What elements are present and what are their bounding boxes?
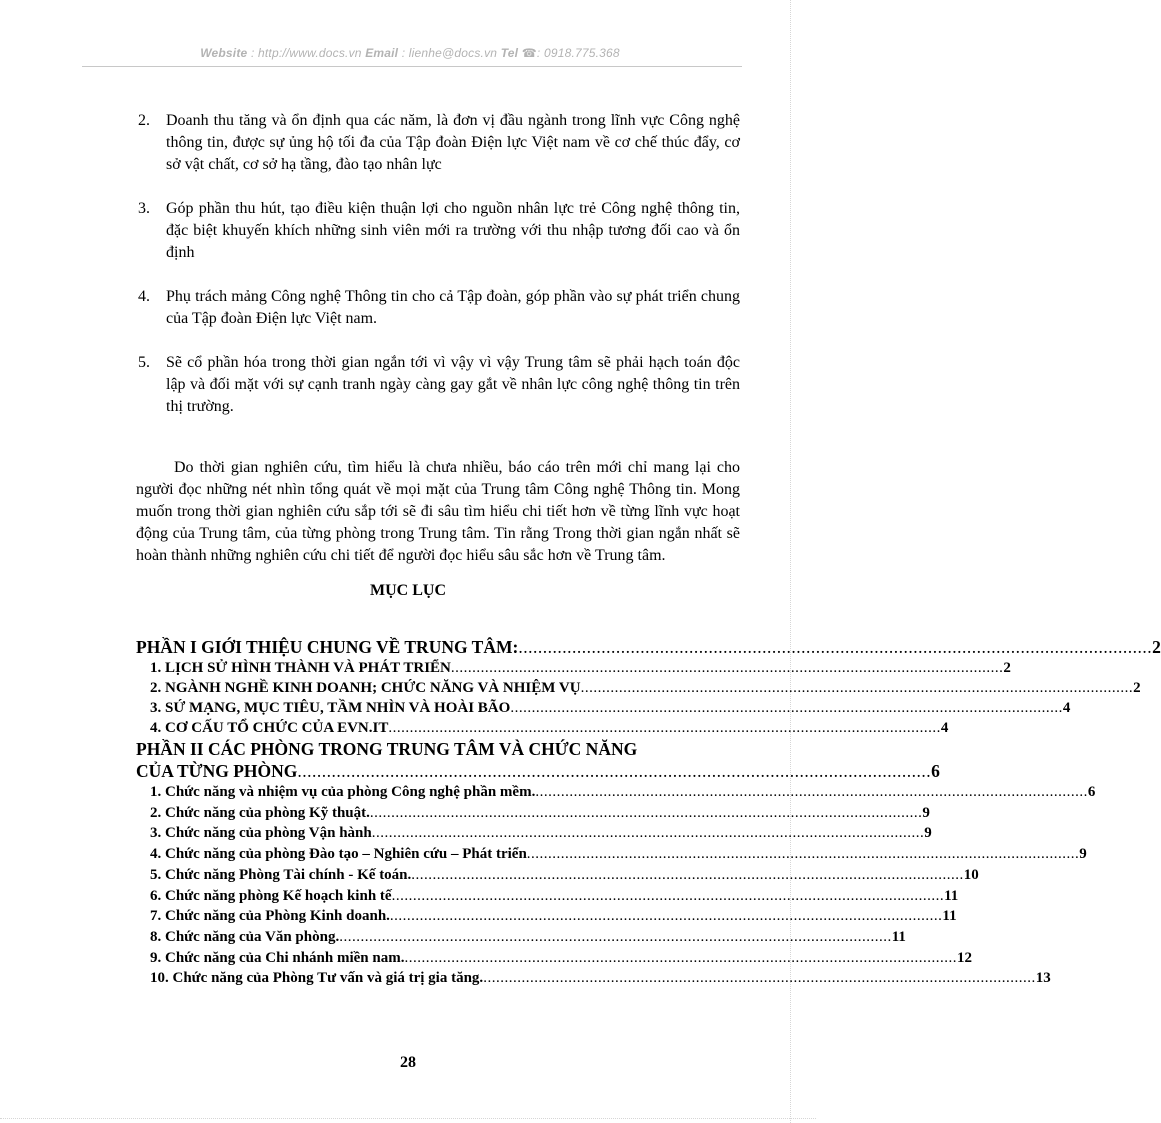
tel-label: Tel <box>500 46 519 60</box>
list-text: Doanh thu tăng và ổn định qua các năm, là đơn vị đầu ngành trong lĩnh vực Công nghệ thông tin, được sự ủng hộ tối đa của Tập đoàn Điện lực Việt nam về cơ chế thúc đẩy, cơ sở vật chất, cơ sở hạ tầng, đào tạo nhân lực <box>166 112 740 173</box>
toc-title: MỤC LỤC <box>370 582 446 599</box>
toc-page-number: 2 <box>1003 660 1011 676</box>
toc-leader: .................................................................................................................................. <box>404 949 957 966</box>
toc-leader: .................................................................................................................................. <box>518 637 1153 657</box>
toc-entry[interactable] <box>136 844 1087 865</box>
toc-entry[interactable] <box>136 678 1141 698</box>
toc-entry-label: 4. CƠ CẤU TỔ CHỨC CỦA EVN.IT <box>150 720 389 736</box>
list-number: 4. <box>138 288 150 305</box>
page-edge-bottom <box>0 1118 816 1119</box>
toc-page-number: 9 <box>1079 846 1087 863</box>
toc-part2-heading[interactable]: PHẦN II CÁC PHÒNG TRONG TRUNG TÂM VÀ CHỨC NĂNG <box>136 739 638 759</box>
toc-leader: .................................................................................................................................. <box>339 928 892 945</box>
toc-leader: .................................................................................................................................. <box>510 700 1063 716</box>
toc-leader: .................................................................................................................................. <box>297 761 932 781</box>
list-item <box>138 198 740 264</box>
numbered-list <box>138 110 740 418</box>
website-value: : http://www.docs.vn <box>247 46 366 60</box>
toc-leader: .................................................................................................................................. <box>535 784 1088 800</box>
table-of-contents <box>136 636 1161 989</box>
toc-page-number: 10 <box>963 866 979 883</box>
toc-page-number: 13 <box>1035 970 1051 987</box>
toc-entry[interactable] <box>136 698 1071 718</box>
list-number: 3. <box>138 200 150 217</box>
list-item <box>138 352 740 418</box>
toc-leader: .................................................................................................................................. <box>526 846 1080 863</box>
toc-page-number: 6 <box>1087 784 1096 800</box>
toc-entry-label: 2. Chức năng của phòng Kỹ thuật. <box>150 804 370 821</box>
toc-leader: .................................................................................................................................. <box>388 720 941 736</box>
list-text: Phụ trách mảng Công nghệ Thông tin cho cả Tập đoàn, góp phần vào sự phát triển chung của Tập đoàn Điện lực Việt nam. <box>166 288 740 327</box>
website-label: Website <box>200 46 248 60</box>
email-value: : lienhe@docs.vn <box>398 46 501 60</box>
toc-leader: .................................................................................................................................. <box>450 660 1004 676</box>
toc-leader: .................................................................................................................................. <box>483 970 1036 987</box>
closing-paragraph: Do thời gian nghiên cứu, tìm hiểu là chưa nhiều, báo cáo trên mới chỉ mang lại cho người đọc những nét nhìn tổng quát về mọi mặt của Trung tâm Công nghệ Thông tin. Mong muốn trong thời gian nghiên cứu sắp tới sẽ đi sâu tìm hiểu chi tiết hơn về từng lĩnh vực hoạt động của Trung tâm, của từng phòng trong Trung tâm. Tin rằng Trong thời gian ngắn nhất sẽ hoàn thành những nghiên cứu chi tiết để người đọc hiểu sâu sắc hơn về Trung tâm. <box>136 459 740 564</box>
page-header <box>80 46 740 60</box>
toc-page-number: 9 <box>922 804 930 821</box>
header-rule <box>82 66 742 67</box>
toc-page-number: 2 <box>1152 637 1161 657</box>
toc-entry-label: 6. Chức năng phòng Kế hoạch kinh tế <box>150 887 392 904</box>
toc-entry-label: 1. Chức năng và nhiệm vụ của phòng Công nghệ phần mềm. <box>150 784 536 800</box>
toc-entry-label: 5. Chức năng Phòng Tài chính - Kế toán. <box>150 866 412 883</box>
toc-entry-label: 8. Chức năng của Văn phòng. <box>150 928 340 945</box>
list-number: 2. <box>138 112 150 129</box>
toc-page-number: 9 <box>924 825 932 842</box>
toc-page-number: 2 <box>1133 680 1141 696</box>
toc-entry[interactable] <box>136 886 959 907</box>
toc-entry[interactable] <box>136 906 957 927</box>
toc-entry[interactable] <box>136 658 1011 678</box>
toc-entry-label: CỦA TỪNG PHÒNG <box>136 761 298 781</box>
toc-entry-label: 3. SỨ MẠNG, MỤC TIÊU, TẦM NHÌN VÀ HOÀI BÃO <box>150 700 511 716</box>
toc-leader: .................................................................................................................................. <box>391 887 945 904</box>
toc-leader: .................................................................................................................................. <box>411 866 964 883</box>
list-text: Góp phần thu hút, tạo điều kiện thuận lợi cho nguồn nhân lực trẻ Công nghệ thông tin, đặc biệt khuyến khích những sinh viên mới ra trường với thu nhập tương đối cao và ổn định <box>166 200 740 261</box>
toc-page-number: 11 <box>942 908 957 925</box>
list-item <box>138 286 740 330</box>
toc-entry-label: 1. LỊCH SỬ HÌNH THÀNH VÀ PHÁT TRIỂN <box>150 660 451 676</box>
toc-entry[interactable] <box>136 782 1096 803</box>
toc-entry-label: 4. Chức năng của phòng Đào tạo – Nghiên cứu – Phát triển <box>150 846 527 863</box>
toc-entry[interactable] <box>136 803 930 824</box>
toc-entry[interactable] <box>136 823 932 844</box>
toc-entry[interactable] <box>136 927 906 948</box>
toc-entry-label: 2. NGÀNH NGHỀ KINH DOANH; CHỨC NĂNG VÀ NHIỆM VỤ <box>150 680 581 696</box>
toc-entry-label: 9. Chức năng của Chi nhánh miền nam. <box>150 949 405 966</box>
toc-leader: .................................................................................................................................. <box>389 908 943 925</box>
toc-entry[interactable] <box>136 948 972 969</box>
list-text: Sẽ cổ phần hóa trong thời gian ngắn tới vì vậy vì vậy Trung tâm sẽ phải hạch toán độc lập và đối mặt với sự cạnh tranh ngày càng gay gắt về nhân lực công nghệ thông tin trên thị trường. <box>166 354 740 415</box>
toc-entry-part1[interactable] <box>136 636 1161 658</box>
toc-page-number: 12 <box>956 949 972 966</box>
toc-entry-label: 10. Chức năng của Phòng Tư vấn và giá trị gia tăng. <box>150 970 484 987</box>
email-label: Email <box>365 46 399 60</box>
toc-entry-part2[interactable] <box>136 760 940 782</box>
toc-leader: .................................................................................................................................. <box>369 804 923 821</box>
toc-page-number: 11 <box>944 887 959 904</box>
toc-entry[interactable] <box>136 718 949 738</box>
toc-entry[interactable] <box>136 865 979 886</box>
toc-page-number: 6 <box>931 761 940 781</box>
toc-page-number: 11 <box>891 928 906 945</box>
toc-page-number: 4 <box>1062 700 1071 716</box>
toc-leader: .................................................................................................................................. <box>371 825 925 842</box>
tel-value: ☎: 0918.775.368 <box>518 46 620 60</box>
page-number: 28 <box>400 1054 416 1071</box>
toc-entry-label: 7. Chức năng của Phòng Kinh doanh. <box>150 908 390 925</box>
toc-leader: .................................................................................................................................. <box>580 680 1134 696</box>
toc-entry[interactable] <box>136 968 1051 989</box>
list-item <box>138 110 740 176</box>
list-number: 5. <box>138 354 150 371</box>
toc-page-number: 4 <box>940 720 949 736</box>
toc-entry-label: PHẦN I GIỚI THIỆU CHUNG VỀ TRUNG TÂM: <box>136 637 519 657</box>
toc-entry-label: 3. Chức năng của phòng Vận hành <box>150 825 372 842</box>
